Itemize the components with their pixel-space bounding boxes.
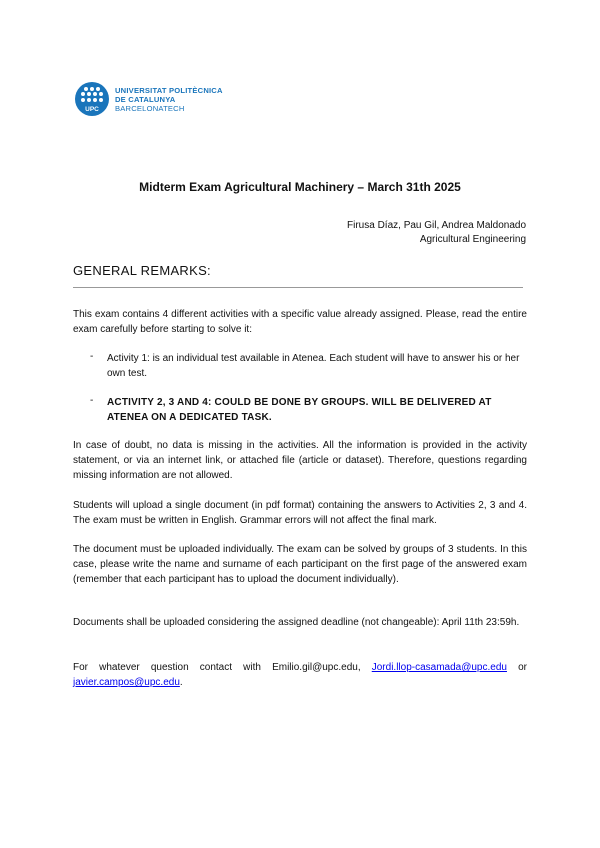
contact-middle: or — [506, 662, 527, 673]
upc-logo-icon — [75, 82, 109, 116]
paragraph-upload-format: Students will upload a single document (in pdf format) containing the answers to Activities 2, 3 and 4. The exam must be written in English. Grammar errors will not affect the final mark. — [73, 500, 527, 526]
intro-paragraph: This exam contains 4 different activities with a specific value already assigned. Please, read the entire exam carefully before starting to solve it: — [73, 309, 527, 335]
contact-suffix: . — [179, 677, 183, 688]
email-link-javier[interactable]: javier.campos@upc.edu — [73, 677, 180, 688]
paragraph-deadline: Documents shall be uploaded considering the assigned deadline (not changeable): April 11th 23:59h. — [73, 617, 520, 628]
email-link-jordi[interactable]: Jordi.llop-casamada@upc.edu — [371, 662, 507, 673]
contact-prefix: For whatever question contact with Emilio.gil@upc.edu, — [73, 662, 372, 673]
contact-paragraph — [73, 660, 527, 690]
divider — [73, 287, 523, 288]
logo-line-1: UNIVERSITAT POLITÈCNICA — [115, 85, 223, 95]
logo-badge-text: UPC — [85, 106, 99, 113]
paragraph-missing-data: In case of doubt, no data is missing in the activities. All the information is provided in the activity statement, or via an internet link, or attached file (article or dataset). Therefore, questions regarding missing information are not allowed. — [73, 440, 527, 481]
logo-line-3: BARCELONATECH — [115, 103, 185, 113]
logo-wordmark — [115, 86, 223, 113]
paragraph-groups: The document must be uploaded individually. The exam can be solved by groups of 3 students. In this case, please write the name and surname of each participant on the first page of the answered exam (remember that each participant has to upload the document individually). — [73, 544, 527, 585]
authors-block — [347, 219, 526, 247]
bullet-marker-1: - — [90, 351, 94, 362]
section-heading: GENERAL REMARKS: — [73, 263, 211, 278]
authors: Firusa Díaz, Pau Gil, Andrea Maldonado — [347, 220, 526, 231]
exam-title: Midterm Exam Agricultural Machinery – March 31th 2025 — [139, 180, 461, 194]
bullet-activities-group: ACTIVITY 2, 3 AND 4: COULD BE DONE BY GROUPS. WILL BE DELIVERED AT ATENEA ON A DEDICATED TASK. — [107, 397, 492, 423]
bullet-activity-1: Activity 1: is an individual test available in Atenea. Each student will have to answer his or her own test. — [107, 353, 520, 379]
department: Agricultural Engineering — [419, 234, 526, 245]
bullet-marker-2: - — [90, 395, 94, 406]
logo-line-2: DE CATALUNYA — [115, 94, 176, 104]
upc-logo — [75, 82, 223, 116]
